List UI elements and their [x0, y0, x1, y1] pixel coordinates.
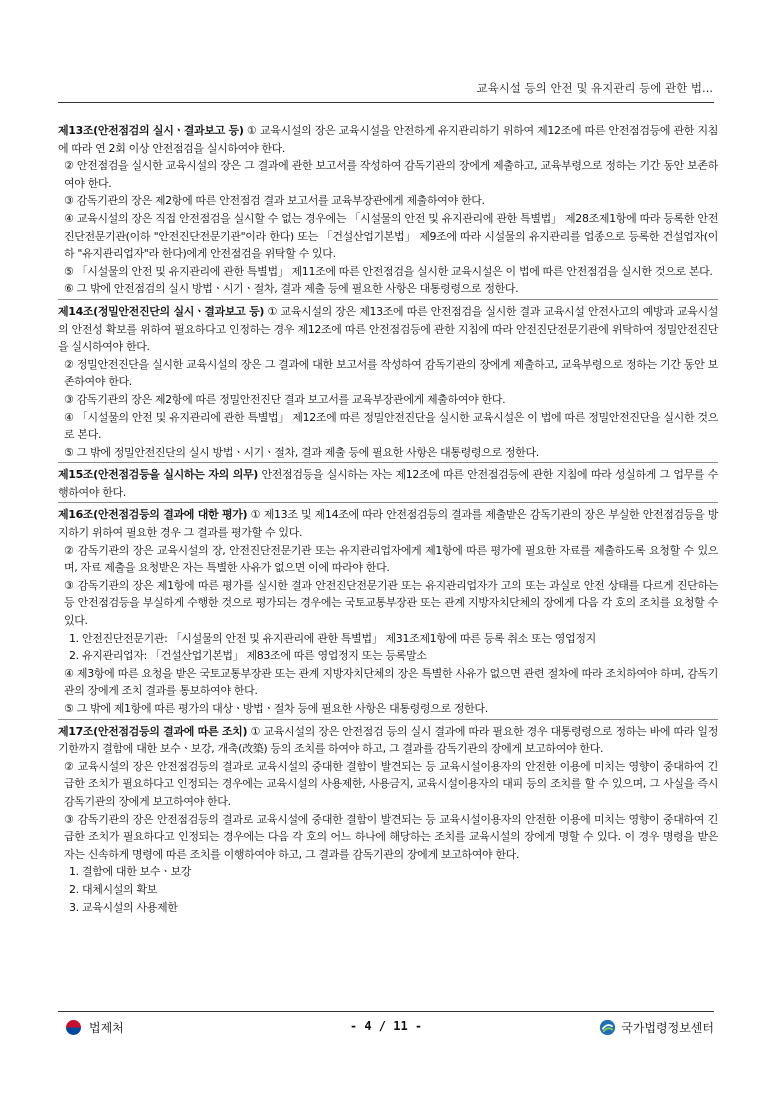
footer-center-label: 국가법령정보센터 [621, 1021, 714, 1035]
paragraph: ⑤ 「시설물의 안전 및 유지관리에 관한 특별법」 제11조에 따른 안전점검을 실시한 교육시설은 이 법에 따른 안전점검을 실시한 것으로 본다. [64, 264, 713, 278]
article-first-paragraph [58, 506, 718, 541]
paragraph: ③ 감독기관의 장은 제1항에 따른 평가를 실시한 결과 안전진단전문기관 또는 유지관리업자가 고의 또는 과실로 안전 상태를 다르게 진단하는 등 안전점검등을 부실하게 수행한 것으로 평가되는 경우에는 국토교통부장관 또는 관계 지방자치단체의 장에게 다음 각 호의 조치를 요청할 수 있다. [64, 578, 718, 628]
paragraph: ⑤ 그 밖에 정밀안전진단의 실시 방법ㆍ시기ㆍ절차, 결과 제출 등에 필요한 사항은 대통령령으로 정한다. [64, 445, 539, 459]
paragraph: ② 교육시설의 장은 안전점검등의 결과로 교육시설의 중대한 결함이 발견되는 등 교육시설이용자의 안전한 이용에 미치는 영향이 중대하여 긴급한 조치가 필요하다고 인정되는 경우에는 교육시설의 사용제한, 사용금지, 교육시설이용자의 대피 등의 조치를 할 수 있으며, 그 사실을 즉시 감독기관의 장에게 보고하여야 한다. [64, 759, 718, 808]
paragraph: ② 감독기관의 장은 교육시설의 장, 안전진단전문기관 또는 유지관리업자에게 제1항에 따른 평가에 필요한 자료를 제출하도록 요청할 수 있으며, 자료 제출을 요청받은 자는 특별한 사유가 없으면 이에 따라야 한다. [64, 543, 718, 575]
footer-divider [58, 1011, 714, 1012]
article-section [58, 466, 718, 503]
page-footer [58, 1019, 714, 1041]
list-item: 2. 유지관리업자: 「건설산업기본법」 제83조에 따른 영업정지 또는 등록말소 [69, 649, 427, 663]
article-first-paragraph [58, 723, 718, 758]
footer-agency-label: 법제처 [89, 1021, 124, 1035]
article-first-paragraph [58, 303, 718, 356]
paragraph-text: ① 제13조 및 제14조에 따라 안전점검등의 결과를 제출받은 감독기관의 장은 부실한 안전점검등을 방지하기 위하여 필요한 경우 그 결과를 평가할 수 있다. [58, 508, 719, 540]
running-header-title: 교육시설 등의 안전 및 유지관리 등에 관한 법... [476, 81, 713, 95]
article-section [58, 303, 718, 463]
paragraph: ③ 감독기관의 장은 제2항에 따른 정밀안전진단 결과 보고서를 교육부장관에게 제출하여야 한다. [64, 392, 506, 406]
list-item: 3. 교육시설의 사용제한 [69, 900, 178, 914]
header-divider [58, 102, 714, 103]
paragraph-text: ① 교육시설의 장은 안전점검 등의 실시 결과에 따라 필요한 경우 대통령령으로 정하는 바에 따라 일정기한까지 결함에 대한 보수ㆍ보강, 개축(改築) 등의 조치를 하여야 하고, 그 결과를 감독기관의 장에게 보고하여야 한다. [58, 724, 718, 756]
paragraph: ④ 「시설물의 안전 및 유지관리에 관한 특별법」 제12조에 따른 정밀안전진단을 실시한 교육시설은 이 법에 따른 정밀안전진단을 실시한 것으로 본다. [64, 410, 718, 442]
law-center-logo-icon [599, 1019, 616, 1036]
paragraph: ② 안전점검을 실시한 교육시설의 장은 그 결과에 관한 보고서를 작성하여 감독기관의 장에게 제출하고, 교육부령으로 정하는 기간 동안 보존하여야 한다. [64, 159, 718, 190]
list-item: 1. 결함에 대한 보수ㆍ보강 [69, 865, 191, 879]
footer-right [599, 1019, 714, 1036]
article-section [58, 506, 718, 719]
paragraph-text: 안전점검등을 실시하는 자는 제12조에 따른 안전점검등에 관한 지침에 따라 성실하게 그 업무를 수행하여야 한다. [58, 468, 718, 499]
article-first-paragraph [58, 122, 718, 157]
paragraph: ⑤ 그 밖에 제1항에 따른 평가의 대상ㆍ방법ㆍ절차 등에 필요한 사항은 대통령령으로 정한다. [64, 702, 488, 715]
article-title: 제14조(정밀안전진단의 실시ㆍ결과보고 등) [58, 304, 265, 318]
article-section [58, 122, 718, 300]
paragraph: ② 정밀안전진단을 실시한 교육시설의 장은 그 결과에 대한 보고서를 작성하여 감독기관의 장에게 제출하고, 교육부령으로 정하는 기간 동안 보존하여야 한다. [64, 357, 718, 389]
article-title: 제13조(안전점검의 실시ㆍ결과보고 등) [58, 124, 244, 137]
list-item: 1. 안전진단전문기관: 「시설물의 안전 및 유지관리에 관한 특별법」 제31조제1항에 따른 등록 취소 또는 영업정지 [69, 631, 596, 645]
paragraph: ③ 감독기관의 장은 제2항에 따른 안전점검 결과 보고서를 교육부장관에게 제출하여야 한다. [64, 194, 485, 208]
paragraph-text: ① 교육시설의 장은 제13조에 따른 안전점검을 실시한 결과 교육시설 안전사고의 예방과 교육시설의 안전성 확보를 위하여 필요하다고 인정하는 경우 제12조에 따른 안전점검등에 관한 지침에 따라 안전진단전문기관에 위탁하여 정밀안전진단을 실시하여야 한다. [58, 304, 718, 354]
paragraph-text: ① 교육시설의 장은 교육시설을 안전하게 유지관리하기 위하여 제12조에 따른 안전점검등에 관한 지침에 따라 연 2회 이상 안전점검을 실시하여야 한다. [58, 124, 718, 155]
article-title: 제17조(안전점검등의 결과에 따른 조치) [58, 724, 248, 738]
document-body [58, 122, 718, 920]
paragraph: ④ 제3항에 따른 요청을 받은 국토교통부장관 또는 관계 지방자치단체의 장은 특별한 사유가 없으면 관련 절차에 따라 조치하여야 하며, 감독기관의 장에게 조치 결과를 통보하여야 한다. [64, 666, 718, 698]
list-item: 2. 대체시설의 확보 [69, 882, 158, 896]
article-title: 제15조(안전점검등을 실시하는 자의 의무) [58, 468, 258, 482]
page-number: - 4 / 11 - [349, 1019, 423, 1033]
article-title: 제16조(안전점검등의 결과에 대한 평가) [58, 508, 248, 522]
paragraph: ④ 교육시설의 장은 직접 안전점검을 실시할 수 없는 경우에는 「시설물의 안전 및 유지관리에 관한 특별법」 제28조제1항에 따라 등록한 안전진단전문기관(이하 "안전진단전문기관"이라 한다) 또는 「건설산업기본법」 제9조에 따라 시설물의 유지관리를 업종으로 등록한 건설업자(이하 "유지관리업자"라 한다)에게 안전점검을 위탁할 수 있다. [64, 211, 718, 261]
paragraph: ⑥ 그 밖에 안전점검의 실시 방법ㆍ시기ㆍ절차, 결과 제출 등에 필요한 사항은 대통령령으로 정한다. [64, 282, 519, 296]
article-first-paragraph [58, 466, 718, 501]
paragraph: ③ 감독기관의 장은 안전점검등의 결과로 교육시설에 중대한 결함이 발견되는 등 교육시설이용자의 안전한 이용에 미치는 영향이 중대하여 긴급한 조치가 필요하다고 인정되는 경우에는 다음 각 호의 어느 하나에 해당하는 조치를 교육시설의 장에게 명할 수 있다. 이 경우 명령을 받은 자는 신속하게 명령에 따른 조치를 이행하여야 하고, 그 결과를 감독기관의 장에게 보고하여야 한다. [64, 812, 718, 861]
article-section [58, 723, 718, 918]
